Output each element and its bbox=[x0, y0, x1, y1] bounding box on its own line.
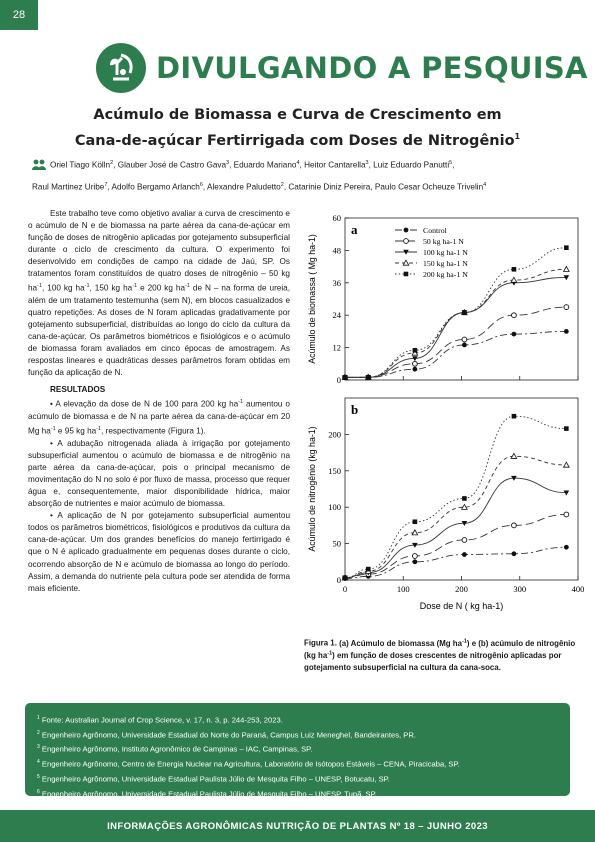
author-affiliation-mark: 2 bbox=[110, 160, 114, 166]
series-curve bbox=[345, 547, 566, 578]
y-tick-label: 60 bbox=[332, 213, 341, 223]
author-name: Glauber José de Castro Gava bbox=[117, 160, 227, 170]
data-point bbox=[462, 337, 467, 342]
data-point bbox=[366, 375, 371, 380]
y-tick-label: 0 bbox=[336, 375, 341, 385]
data-point bbox=[462, 552, 467, 557]
data-point bbox=[413, 554, 418, 559]
series-curve bbox=[345, 269, 566, 377]
footnote: $^4$ Engenheiro Agrônomo, Centro de Energia Nuclear na Agricultura, Laboratório de Isótopos Estáveis – CENA, Piracicaba, SP. bbox=[37, 759, 460, 769]
article-title bbox=[0, 105, 595, 152]
series-curve bbox=[345, 331, 566, 377]
y-axis-label: Acúmulo de biomassa ( Mg ha-1) bbox=[307, 234, 317, 364]
data-point bbox=[564, 245, 569, 250]
y-tick-label: 50 bbox=[332, 538, 341, 549]
author-name: Raul Martinez Uribe bbox=[32, 182, 105, 192]
series-curve bbox=[345, 277, 566, 377]
series-curve bbox=[345, 416, 566, 578]
series-curve bbox=[345, 456, 566, 578]
data-point bbox=[512, 267, 517, 272]
data-point bbox=[564, 267, 570, 272]
legend-label: Control bbox=[423, 226, 447, 235]
data-point bbox=[462, 496, 467, 501]
figure-1 bbox=[298, 208, 583, 633]
legend-label: 100 kg ha-1 N bbox=[423, 248, 468, 257]
series-curve bbox=[345, 478, 566, 578]
caption-text: (a) Acúmulo de biomassa (Mg $ha^{-1}$) e (b) acúmulo de nitrogênio (kg $ha^{-1}$) em função de doses crescentes de nitrogênio aplicadas por gotejamento subsuperficial na cultura da cana-soca. bbox=[304, 638, 576, 672]
author-affiliation-mark: 3 bbox=[365, 160, 369, 166]
panel-label: a bbox=[351, 222, 358, 237]
data-point bbox=[413, 367, 418, 372]
data-point bbox=[564, 462, 570, 467]
footnote: $^6$ Engenheiro Agrônomo, Universidade Estadual Paulista Júlio de Mesquita Filho – UNESP, Tupã, SP. bbox=[37, 788, 377, 799]
author-name: Eduardo Mariano bbox=[233, 160, 297, 170]
x-tick-label: 400 bbox=[571, 584, 585, 594]
author-name: Paulo Cesar Ocheuze Trivelin bbox=[374, 182, 484, 192]
y-tick-label: 48 bbox=[332, 245, 341, 256]
author-name: Alexandre Paludetto bbox=[207, 182, 281, 192]
y-tick-label: 12 bbox=[332, 342, 341, 353]
data-point bbox=[413, 348, 418, 353]
author-affiliation-mark: 6 bbox=[199, 181, 203, 188]
body-text bbox=[28, 208, 290, 595]
data-point bbox=[512, 551, 517, 556]
data-point bbox=[512, 523, 517, 528]
legend-label: 50 kg ha-1 N bbox=[423, 237, 464, 246]
data-point bbox=[462, 343, 467, 348]
data-point bbox=[404, 272, 409, 277]
data-point bbox=[512, 313, 517, 318]
panel-label: b bbox=[351, 402, 359, 417]
author-name: Adolfo Bergamo Arlanch bbox=[111, 182, 200, 192]
data-point bbox=[564, 305, 569, 310]
data-point bbox=[564, 426, 569, 431]
figure-caption bbox=[304, 636, 582, 673]
result-bullet-1: • A elevação da dose de N de 100 para 200 kg $ha^{-1}$ aumentou o acúmulo de biomassa e de N na parte aérea da cana-de-açúcar em 20 Mg $ha^{-1}$ e 95 kg $ha^{-1}$, respectivamente (Figura 1). bbox=[28, 399, 290, 436]
author-affiliation-mark: 3 bbox=[226, 160, 230, 166]
data-point bbox=[404, 239, 409, 244]
author-list bbox=[32, 155, 569, 195]
legend-label: 200 kg ha-1 N bbox=[423, 270, 468, 279]
microscope-leaf-icon bbox=[96, 43, 146, 93]
people-icon bbox=[32, 159, 46, 177]
result-bullet-2: • A adubação nitrogenada aliada à irrigação por gotejamento subsuperficial aumentou o acúmulo de biomassa e de nitrogênio na parte aérea da cana-de-açúcar, pois o principal mecanismo de movimentação do N no solo é por fluxo de massa, processo que requer água e, consequentemente, maior disponibilidade hídrica, maior absorção de nutrientes e maior acúmulo de biomassa. bbox=[28, 439, 290, 509]
title-line-2: Cana-de-açúcar Fertirrigada com Doses de Nitrogênio bbox=[74, 132, 515, 149]
footnote: $^3$ Engenheiro Agrônomo, Instituto Agronômico de Campinas – IAC, Campinas, SP. bbox=[37, 744, 313, 754]
data-point bbox=[564, 512, 569, 517]
footnote: $^5$ Engenheiro Agrônomo, Universidade Estadual Paulista Júlio de Mesquita Filho – UNESP, Botucatu, SP. bbox=[37, 773, 390, 784]
series-curve bbox=[345, 307, 566, 377]
author-name: Catarinie Diniz Pereira bbox=[288, 182, 371, 192]
data-point bbox=[366, 567, 371, 572]
footnote: $^2$ Engenheiro Agrônomo, Universidade Estadual do Norte do Paraná, Campus Luiz Meneghel, Bandeirantes, PR. bbox=[37, 729, 416, 740]
author-line: Raul Martinez Uribe$^7$, Adolfo Bergamo Arlanch$^6$, Alexandre Paludetto$^2$, Catarinie Diniz Pereira, Paulo Cesar Ocheuze Trivelin$^4$ bbox=[32, 181, 487, 192]
data-point bbox=[413, 559, 418, 564]
intro-paragraph: Este trabalho teve como objetivo avaliar a curva de crescimento e o acúmulo de N e de biomassa na parte aérea da cana-de-açúcar em função de doses de nitrogênio aplicadas por gotejamento subsuperficial durante o ciclo de crescimento da cultura. O experimento foi desenvolvido em condições de campo na cidade de Jaú, SP. Os tratamentos foram constituídos de quatro doses de nitrogênio – 50 kg $ha^{-1}$, 100 kg $ha^{-1}$, 150 kg $ha^{-1}$ e 200 kg $ha^{-1}$ de N – na forma de ureia, além de um tratamento testemunha (sem N), em blocos casualizados e quatro repetições. As doses de N foram aplicadas gradativamente por gotejamento subsuperficial, distribuídas ao longo do ciclo da cultura da cana-de-açúcar. Os parâmetros biométricos e fisiológicos e o acúmulo de biomassa foram avaliados em cinco épocas de amostragem. As respostas lineares e quadráticas desses parâmetros foram obtidas em função da aplicação de N. bbox=[28, 209, 290, 378]
x-tick-label: 200 bbox=[455, 584, 468, 594]
legend-label: 150 kg ha-1 N bbox=[423, 259, 468, 268]
title-line-1: Acúmulo de Biomassa e Curva de Crescimento em bbox=[93, 107, 502, 123]
title-footnote-mark: 1 bbox=[514, 132, 521, 141]
data-point bbox=[512, 332, 517, 337]
page-number: 28 bbox=[0, 0, 38, 30]
data-point bbox=[343, 576, 348, 581]
x-tick-label: 0 bbox=[342, 584, 348, 594]
x-axis-label: Dose de N ( kg ha-1) bbox=[419, 601, 504, 611]
author-affiliation-mark: 2 bbox=[280, 181, 284, 188]
x-tick-label: 100 bbox=[396, 584, 410, 594]
footnote: $^1$ Fonte: Australian Journal of Crop Science, v. 17, n. 3, p. 244-253, 2023. bbox=[37, 715, 283, 725]
section-brand bbox=[96, 43, 588, 93]
data-point bbox=[413, 519, 418, 524]
plot-frame bbox=[345, 398, 578, 580]
data-point bbox=[413, 361, 418, 366]
author-name: Luiz Eduardo Panutti bbox=[373, 160, 450, 170]
y-axis-label: Acúmulo de nitrogênio (kg ha-1) bbox=[307, 426, 317, 552]
result-bullet-3: • A aplicação de N por gotejamento subsuperficial aumentou todos os parâmetros biométricos, fisiológicos e produtivos da cultura da cana-de-açúcar. Um dos grandes benefícios do manejo fertirrigado é que o N é aplicado gradualmente em pequenas doses durante o ciclo, ocorrendo absorção de N e acúmulo de biomassa ao longo do período. Assim, a demanda do nutriente pela cultura pode ser atendida de forma mais eficiente. bbox=[28, 511, 290, 593]
data-point bbox=[512, 414, 517, 419]
data-point bbox=[343, 375, 348, 380]
author-affiliation-mark: 7 bbox=[104, 181, 108, 188]
author-affiliation-mark: 4 bbox=[296, 160, 300, 166]
data-point bbox=[404, 228, 409, 233]
caption-label: Figura 1. bbox=[304, 638, 337, 648]
results-heading: RESULTADOS bbox=[50, 385, 106, 395]
y-tick-label: 24 bbox=[332, 310, 341, 321]
data-point bbox=[564, 329, 569, 334]
figure-chart bbox=[298, 208, 583, 633]
x-tick-label: 300 bbox=[513, 584, 527, 594]
data-point bbox=[462, 310, 467, 315]
footnotes-box bbox=[25, 703, 570, 799]
data-point bbox=[462, 538, 467, 543]
y-tick-label: 100 bbox=[328, 502, 341, 513]
y-tick-label: 0 bbox=[336, 575, 341, 585]
y-tick-label: 150 bbox=[328, 465, 341, 476]
author-affiliation-mark: 5 bbox=[449, 160, 453, 166]
author-name: Heitor Cantarella bbox=[304, 160, 366, 170]
y-tick-label: 36 bbox=[332, 277, 341, 288]
page-footer: INFORMAÇÕES AGRONÔMICAS NUTRIÇÃO DE PLANTAS Nº 18 – JUNHO 2023 bbox=[0, 810, 595, 842]
author-name: Oriel Tiago Kölln bbox=[50, 160, 111, 170]
author-affiliation-mark: 4 bbox=[483, 181, 487, 188]
data-point bbox=[564, 545, 569, 550]
author-line: Oriel Tiago Kölln$^2$, Glauber José de Castro Gava$^3$, Eduardo Mariano$^4$, Heitor Cantarella$^3$, Luiz Eduardo Panutti$^5$, bbox=[32, 155, 569, 177]
y-tick-label: 200 bbox=[328, 429, 341, 440]
brand-name: DIVULGANDO A PESQUISA bbox=[156, 51, 588, 85]
